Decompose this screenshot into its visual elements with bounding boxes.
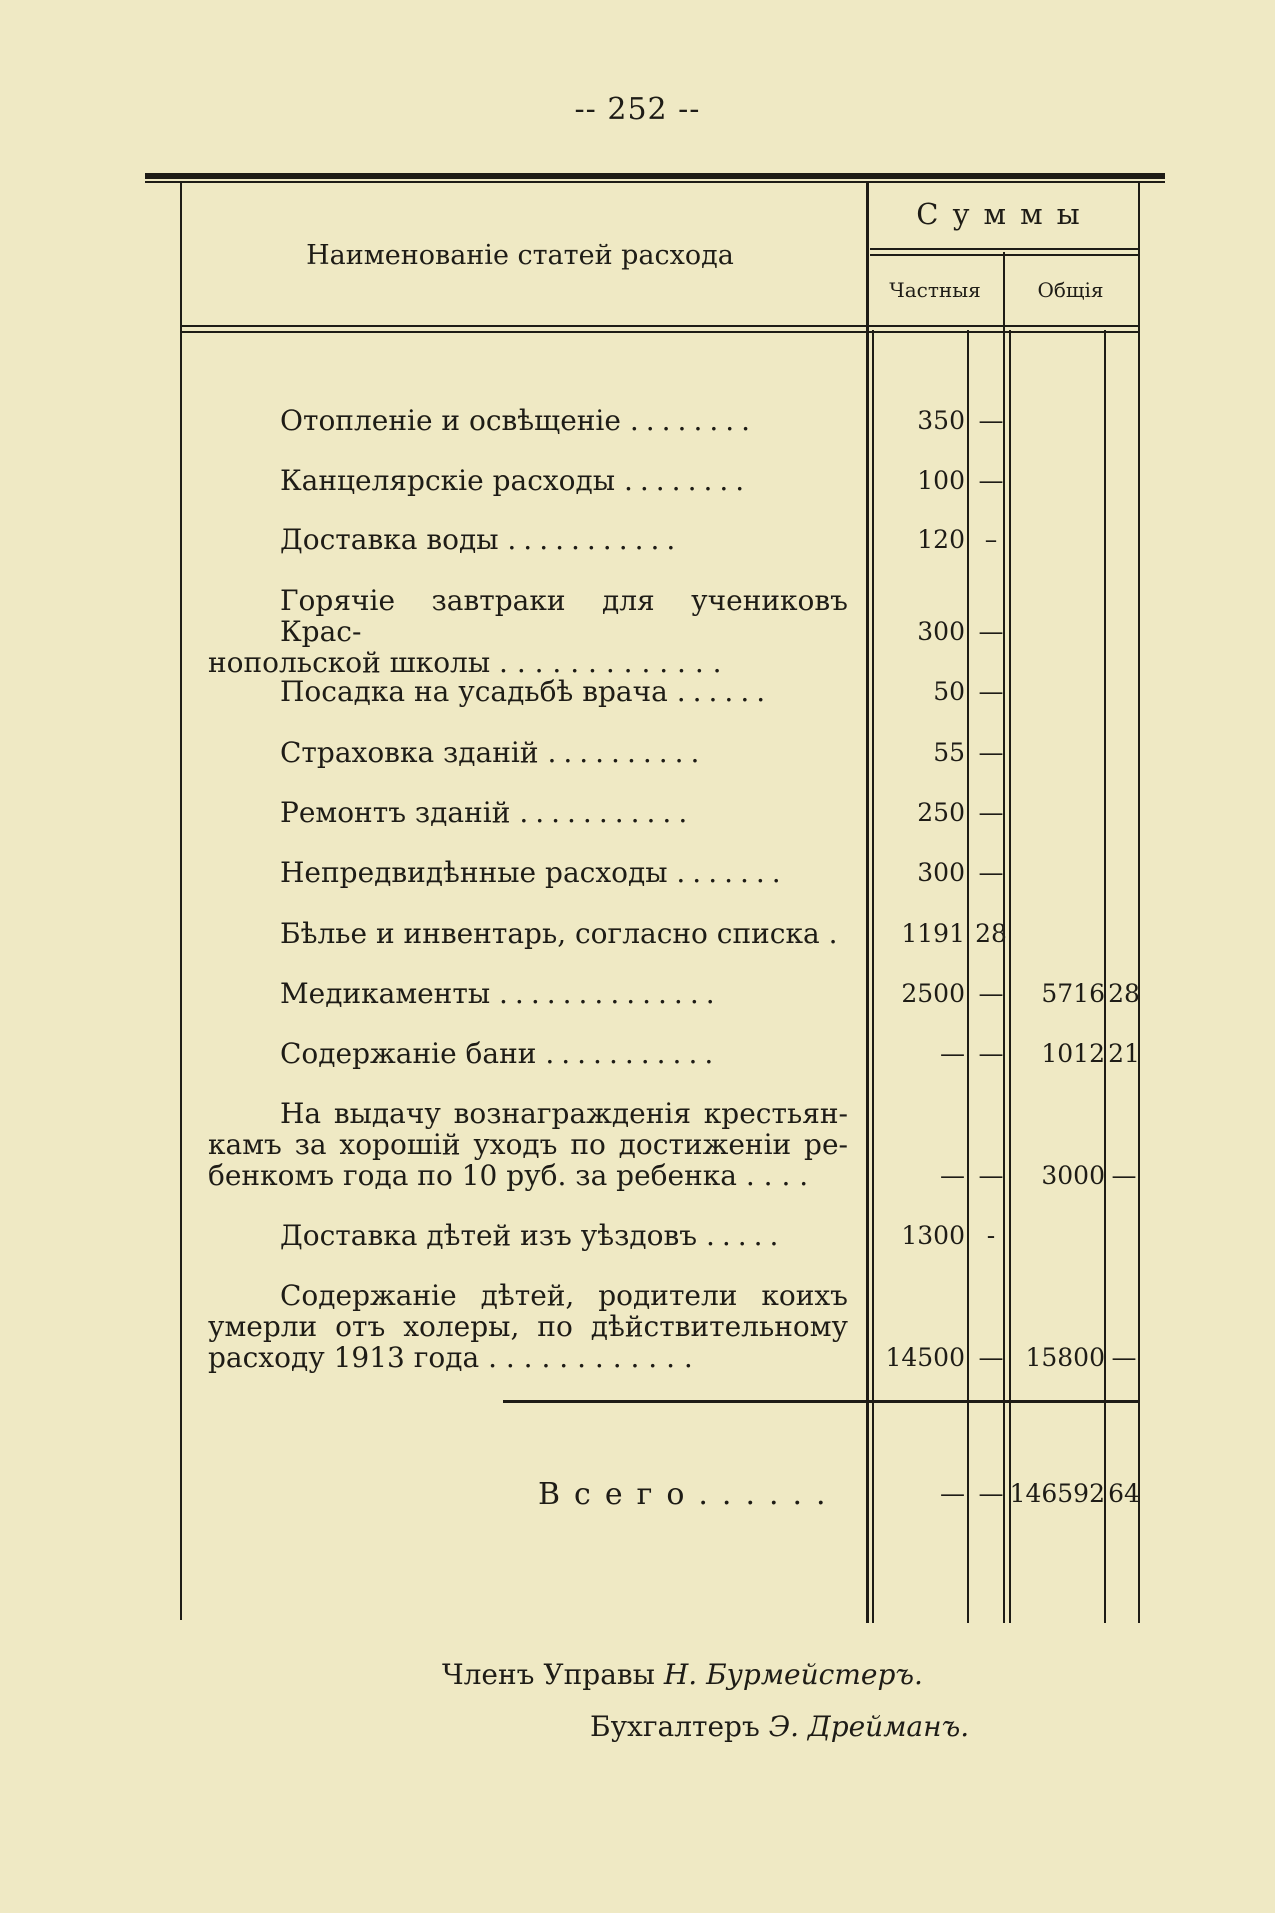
cell-private-rub: — — [940, 1161, 965, 1190]
row-label — [208, 857, 848, 888]
cell-private-rub: — — [940, 1039, 965, 1068]
row-leader: ........... — [545, 1038, 721, 1069]
cell-private-rub: 300 — [917, 858, 965, 887]
row-label-line: камъ за хорошій уходъ по достиженіи ре- — [208, 1128, 848, 1161]
cell-private-rub: 250 — [917, 798, 965, 827]
row-label-line: умерли отъ холеры, по дѣйствительному — [208, 1310, 848, 1343]
cell-private-kop: - — [986, 1221, 996, 1250]
row-label-line: бенкомъ года по 10 руб. за ребенка . . . . — [208, 1159, 809, 1192]
row-label — [208, 978, 848, 1009]
signature-accountant-role: Бухгалтеръ — [590, 1710, 760, 1743]
cell-private-kop: — — [978, 1039, 1004, 1068]
cell-private-rub: 350 — [917, 406, 965, 435]
col-divider-name-2 — [872, 330, 874, 1623]
table-right-border — [1138, 183, 1140, 1623]
cell-private-rub: 120 — [917, 525, 965, 554]
col-divider-priv-kop — [967, 330, 969, 1623]
signature-member-role: Членъ Управы — [442, 1658, 655, 1691]
row-label-text: Доставка воды — [280, 524, 499, 555]
total-amount-rub: 146592 — [1009, 1479, 1105, 1508]
cell-total-kop: 21 — [1108, 1039, 1140, 1068]
signature-accountant — [590, 1710, 969, 1743]
cell-private-kop: — — [978, 1161, 1004, 1190]
row-label-line: расходу 1913 года . . . . . . . . . . . . — [208, 1341, 693, 1374]
cell-private-kop: 28 — [975, 919, 1007, 948]
total-rule — [503, 1400, 1140, 1403]
row-label-text: Страховка зданій — [280, 737, 539, 768]
header-sums-rule — [870, 248, 1140, 250]
cell-private-kop: — — [978, 406, 1004, 435]
header-total: Общія — [1037, 278, 1104, 302]
cell-total-rub: 15800 — [1025, 1343, 1105, 1372]
row-leader: ........ — [623, 465, 752, 496]
row-label — [208, 797, 848, 828]
row-label — [208, 676, 848, 707]
total-amount-kop: 64 — [1108, 1479, 1140, 1508]
signature-accountant-name: Э. Дрейманъ. — [768, 1710, 970, 1743]
row-label-line: нопольской школы . . . . . . . . . . . . . — [208, 646, 722, 679]
cell-total-rub: 3000 — [1041, 1161, 1105, 1190]
cell-private-rub: 300 — [917, 617, 965, 646]
cell-private-rub: 2500 — [901, 979, 965, 1008]
row-label — [208, 1220, 848, 1251]
row-label-text: Содержаніе бани — [280, 1038, 537, 1069]
row-label-text: Непредвидѣнные расходы — [280, 857, 668, 888]
row-label-text: Посадка на усадьбѣ врача — [280, 676, 668, 707]
cell-private-kop: — — [978, 738, 1004, 767]
cell-private-kop: — — [978, 466, 1004, 495]
cell-total-rub: 1012 — [1041, 1039, 1105, 1068]
row-label — [208, 1280, 848, 1373]
cell-private-rub: 100 — [917, 466, 965, 495]
cell-private-rub: 1300 — [901, 1221, 965, 1250]
row-label — [208, 918, 848, 949]
cell-private-kop: – — [984, 525, 998, 554]
col-divider-priv-tot-2 — [1009, 330, 1011, 1623]
cell-private-kop: — — [978, 858, 1004, 887]
cell-private-rub: 55 — [933, 738, 965, 767]
row-label — [208, 465, 848, 496]
cell-total-kop: — — [1111, 1343, 1137, 1372]
header-sums: Суммы — [916, 197, 1094, 231]
page-number: -- 252 -- — [574, 92, 701, 127]
header-bottom-rule-2 — [180, 331, 1140, 333]
total-label: Всего...... — [538, 1477, 840, 1512]
row-label-text: Канцелярскіе расходы — [280, 465, 616, 496]
row-leader: ....... — [676, 857, 788, 888]
row-label-text: Медикаменты — [280, 978, 491, 1009]
header-private: Частныя — [889, 278, 981, 302]
row-label — [208, 1038, 848, 1069]
signature-member — [442, 1658, 923, 1691]
row-label-text: Бѣлье и инвентарь, согласно списка — [280, 918, 820, 949]
row-label-line: Горячіе завтраки для учениковъ Крас- — [280, 584, 848, 648]
cell-private-kop: — — [978, 1343, 1004, 1372]
row-label-line: На выдачу вознагражденія крестьян- — [280, 1097, 848, 1130]
row-label — [208, 1098, 848, 1191]
cell-private-rub: 50 — [933, 677, 965, 706]
row-leader: ..... — [705, 1220, 786, 1251]
cell-total-kop: — — [1111, 1161, 1137, 1190]
cell-private-rub: 1191 — [901, 919, 965, 948]
row-leader: ........... — [519, 797, 695, 828]
row-label-line: Содержаніе дѣтей, родители коихъ — [280, 1279, 848, 1312]
row-leader: ........... — [507, 524, 683, 555]
row-leader: .......... — [547, 737, 707, 768]
total-private-rub: — — [940, 1479, 965, 1508]
row-label-text: Доставка дѣтей изъ уѣздовъ — [280, 1220, 698, 1251]
header-item-name: Наименованіе статей расхода — [306, 240, 734, 271]
cell-private-kop: — — [978, 798, 1004, 827]
col-divider-tot-kop — [1104, 330, 1106, 1623]
cell-private-kop: — — [978, 617, 1004, 646]
col-divider-name — [866, 183, 869, 1623]
header-sums-rule-2 — [870, 254, 1140, 256]
cell-total-kop: 28 — [1108, 979, 1140, 1008]
row-label — [208, 405, 848, 436]
row-label — [208, 585, 848, 678]
row-leader: ...... — [676, 676, 773, 707]
cell-private-kop: — — [978, 677, 1004, 706]
row-label — [208, 524, 848, 555]
row-label-text: Ремонтъ зданій — [280, 797, 511, 828]
row-leader: .............. — [499, 978, 722, 1009]
cell-private-kop: — — [978, 979, 1004, 1008]
header-bottom-rule — [180, 325, 1140, 327]
row-leader: ........ — [629, 405, 758, 436]
row-label — [208, 737, 848, 768]
table-left-border — [180, 183, 182, 1620]
row-leader: . — [828, 918, 845, 949]
top-rule-thin — [145, 181, 1165, 183]
cell-total-rub: 5716 — [1041, 979, 1105, 1008]
signature-member-name: Н. Бурмейстеръ. — [663, 1658, 923, 1691]
cell-private-rub: 14500 — [885, 1343, 965, 1372]
top-rule — [145, 173, 1165, 179]
row-label-text: Отопленіе и освѣщеніе — [280, 405, 621, 436]
total-private-kop: — — [978, 1479, 1004, 1508]
